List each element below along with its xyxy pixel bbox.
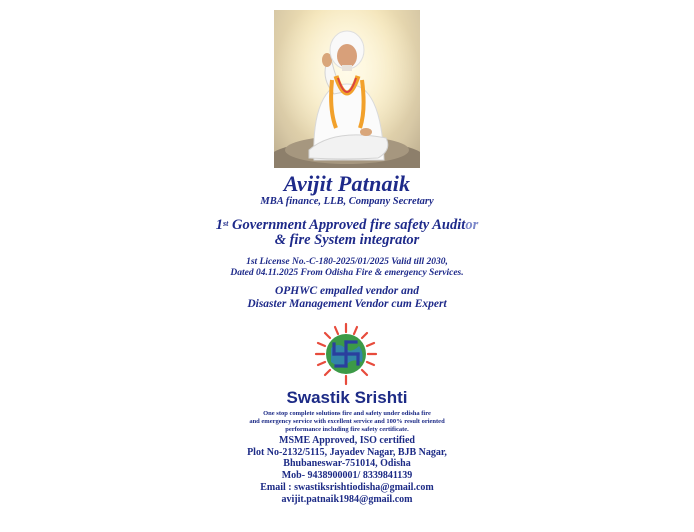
vendor-line-2: Disaster Management Vendor cum Expert bbox=[247, 298, 447, 310]
auditor-title-faded: or bbox=[465, 217, 479, 233]
swastik-globe-logo bbox=[307, 322, 385, 386]
mobile-numbers: Mob- 9438900001/ 8339841139 bbox=[281, 470, 413, 482]
license-line-1: 1st License No.-C-180-2025/01/2025 Valid till 2030, bbox=[246, 257, 448, 267]
desc-line-2: and emergency service with excellent service and 100% result oriented bbox=[249, 418, 445, 425]
company-name: Swastik Srishti bbox=[286, 388, 408, 407]
auditor-title bbox=[0, 218, 694, 248]
address-line-1: Plot No-2132/5115, Jayadev Nagar, BJB Nagar, bbox=[247, 446, 447, 458]
license-line-2: Dated 04.11.2025 From Odisha Fire & emergency Services. bbox=[230, 268, 464, 278]
qualifications: MBA finance, LLB, Company Secretary bbox=[260, 196, 434, 207]
desc-line-3: performance including fire safety certificate. bbox=[285, 426, 409, 433]
vendor-line-1: OPHWC empalled vendor and bbox=[274, 285, 420, 297]
address-line-2: Bhubaneswar-751014, Odisha bbox=[283, 458, 411, 470]
auditor-number: 1 bbox=[215, 217, 224, 233]
integrator-title: & fire System integrator bbox=[274, 232, 420, 248]
approval-text: MSME Approved, ISO certified bbox=[279, 435, 415, 446]
auditor-title-main: Government Approved fire safety Audit bbox=[228, 217, 466, 233]
saint-portrait-image bbox=[274, 10, 420, 168]
vendor-info bbox=[0, 285, 694, 311]
auditor-ordinal-suffix: st bbox=[223, 219, 229, 228]
email-line-1: Email : swastiksrishtiodisha@gmail.com bbox=[260, 481, 434, 493]
email-line-2: avijit.patnaik1984@gmail.com bbox=[281, 493, 413, 505]
license-info bbox=[0, 257, 694, 279]
company-contact bbox=[0, 435, 694, 505]
desc-line-1: One stop complete solutions fire and safety under odisha fire bbox=[263, 410, 431, 417]
person-name: Avijit Patnaik bbox=[283, 171, 411, 196]
company-description bbox=[0, 410, 694, 434]
